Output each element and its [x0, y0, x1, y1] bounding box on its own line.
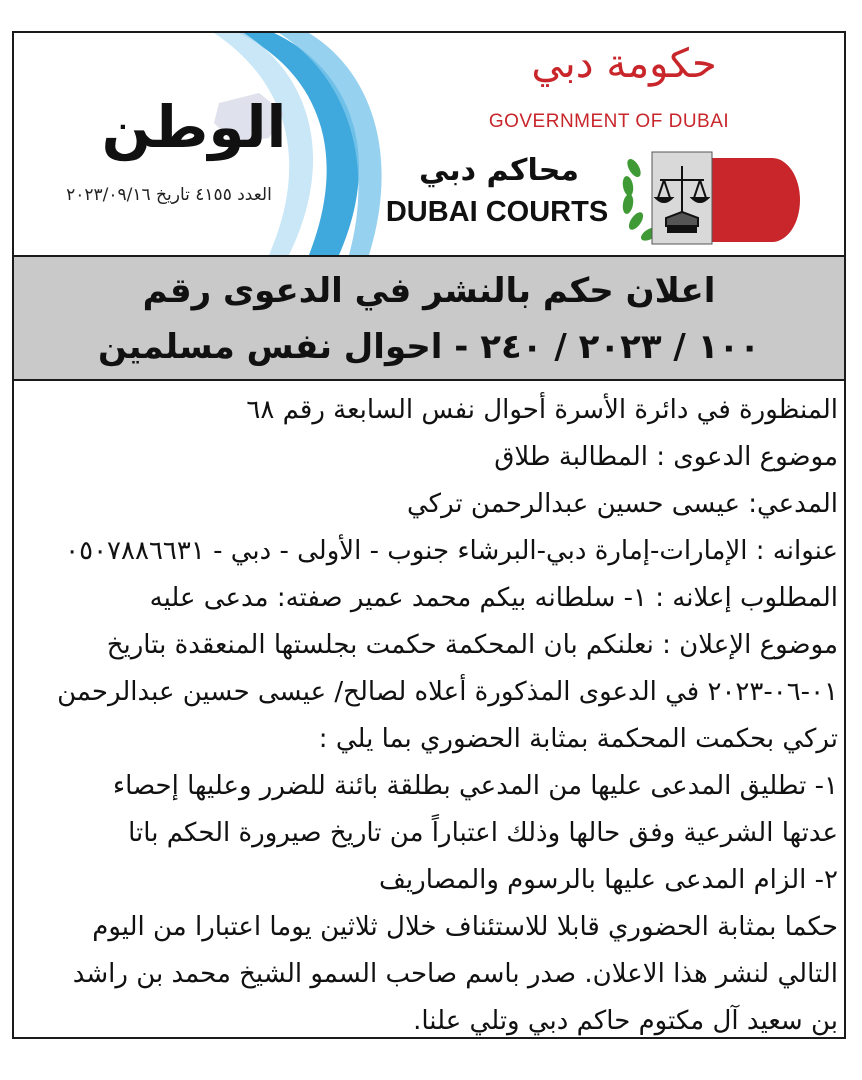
courts-english-label: DUBAI COURTS	[385, 196, 609, 228]
courts-arabic-label: محاكم دبي	[419, 153, 579, 188]
announcement-frame	[12, 31, 846, 1039]
body-line: موضوع الإعلان : نعلنكم بان المحكمة حكمت بجلستها المنعقدة بتاريخ	[106, 630, 838, 660]
newspaper-name: الوطن	[101, 93, 287, 161]
header	[14, 33, 844, 255]
body-line: المطلوب إعلانه : ١- سلطانه بيكم محمد عمير صفته: مدعى عليه	[149, 583, 838, 613]
government-english-label: GOVERNMENT OF DUBAI	[488, 111, 730, 132]
body-line: عنوانه : الإمارات-إمارة دبي-البرشاء جنوب - الأولى - دبي - ٠٥٠٧٨٨٦٦٣١	[65, 536, 838, 566]
dubai-courts-emblem	[612, 138, 802, 250]
government-arabic-logo: حكومة دبي	[531, 41, 717, 87]
body-line: التالي لنشر هذا الاعلان. صدر باسم صاحب السمو الشيخ محمد بن راشد	[72, 959, 838, 989]
issue-date-line: العدد ٤١٥٥ تاريخ ٢٠٢٣/٠٩/١٦	[66, 185, 272, 205]
title-line-1: اعلان حكم بالنشر في الدعوى رقم	[142, 271, 716, 311]
body-line: بن سعيد آل مكتوم حاكم دبي وتلي علنا.	[413, 1006, 838, 1036]
body-line: حكما بمثابة الحضوري قابلا للاستئناف خلال ثلاثين يوما اعتبارا من اليوم	[92, 912, 838, 942]
body-line: ٠١-٠٦-٢٠٢٣ في الدعوى المذكورة أعلاه لصالح/ عيسى حسين عبدالرحمن	[57, 677, 838, 707]
body-line: عدتها الشرعية وفق حالها وذلك اعتباراً من تاريخ صيرورة الحكم باتا	[128, 818, 838, 848]
body-line: المنظورة في دائرة الأسرة أحوال نفس السابعة رقم ٦٨	[246, 395, 838, 425]
title-line-2: ١٠٠ / ٢٠٢٣ / ٢٤٠ - احوال نفس مسلمين	[98, 327, 760, 367]
body-line: المدعي: عيسى حسين عبدالرحمن تركي	[407, 489, 838, 519]
title-band	[14, 255, 844, 381]
body-line: تركي بحكمت المحكمة بمثابة الحضوري بما يلي :	[318, 724, 838, 754]
body-line: ١- تطليق المدعى عليها من المدعي بطلقة بائنة للضرر وعليها إحصاء	[112, 771, 838, 801]
announcement-body	[38, 387, 838, 1039]
body-line: موضوع الدعوى : المطالبة طلاق	[494, 442, 838, 472]
body-line: ٢- الزام المدعى عليها بالرسوم والمصاريف	[378, 865, 838, 895]
